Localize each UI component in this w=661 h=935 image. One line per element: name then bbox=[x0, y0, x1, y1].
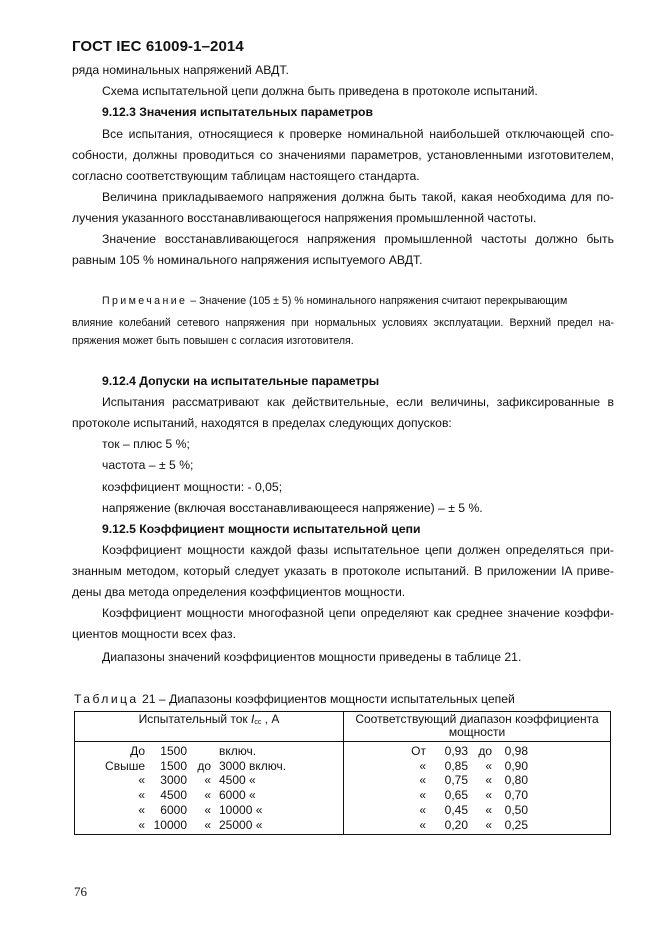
text-line: Коэффициент мощности каждой фазы испытательное цепи должен определяться при- bbox=[102, 543, 614, 557]
text-line: коэффициент мощности: - 0,05; bbox=[102, 480, 283, 494]
cell-power-factor-range bbox=[344, 759, 611, 774]
cell-part: 1500 bbox=[160, 744, 187, 758]
page-number: 76 bbox=[74, 884, 87, 899]
cell-test-current bbox=[75, 742, 344, 759]
cell-part: « bbox=[419, 788, 426, 803]
text-line: собности, должны проводиться со значениями параметров, установленными изготовителем, bbox=[72, 148, 614, 162]
power-factor-table bbox=[74, 711, 611, 835]
cell-part: « bbox=[204, 802, 211, 817]
cell-part: 0,75 bbox=[444, 773, 468, 788]
cell-part: 10000 « bbox=[219, 802, 263, 817]
cell-part: « bbox=[485, 788, 492, 803]
text-line: частота – ± 5 %; bbox=[102, 458, 194, 472]
text-line: Схема испытательной цепи должна быть приведена в протоколе испытаний. bbox=[102, 84, 538, 98]
cell-part: 0,20 bbox=[444, 817, 468, 832]
text-line: Коэффициент мощности многофазной цепи определяют как среднее значение коэффи- bbox=[102, 606, 614, 620]
cell-power-factor-range bbox=[344, 818, 611, 835]
cell-test-current bbox=[75, 773, 344, 788]
note-line: влияние колебаний сетевого напряжения при нормальных условиях эксплуатации. Верхний предел на- bbox=[72, 317, 614, 329]
cell-part: « bbox=[419, 802, 426, 817]
cell-test-current bbox=[75, 803, 344, 818]
table-caption bbox=[74, 692, 515, 706]
cell-part: « bbox=[485, 773, 492, 788]
cell-power-factor-range bbox=[344, 803, 611, 818]
cell-part: « bbox=[204, 773, 211, 788]
cell-test-current bbox=[75, 759, 344, 774]
section-heading: 9.12.4 Допуски на испытательные параметры bbox=[102, 374, 380, 388]
cell-test-current bbox=[75, 788, 344, 803]
cell-test-current bbox=[75, 818, 344, 835]
cell-part: 3000 bbox=[160, 773, 187, 788]
table-caption-label: Таблица bbox=[74, 692, 139, 706]
cell-part: « bbox=[138, 788, 145, 803]
table-row bbox=[75, 818, 611, 835]
column-header-test-current: Испытательный ток Icc , А bbox=[75, 712, 344, 742]
cell-part: « bbox=[204, 788, 211, 803]
table-row bbox=[75, 803, 611, 818]
note-line bbox=[102, 294, 567, 308]
cell-part: « bbox=[419, 773, 426, 788]
cell-part: « bbox=[138, 817, 145, 832]
table-row bbox=[75, 773, 611, 788]
cell-part: « bbox=[485, 817, 492, 832]
cell-power-factor-range bbox=[344, 788, 611, 803]
cell-part: « bbox=[204, 817, 211, 832]
section-heading: 9.12.5 Коэффициент мощности испытательной цепи bbox=[102, 522, 421, 536]
column-header-power-factor-range: Соответствующий диапазон коэффициента мощности bbox=[344, 712, 611, 742]
note-line: пряжения может быть повышен с согласия изготовителя. bbox=[72, 335, 354, 347]
cell-part: включ. bbox=[219, 744, 257, 758]
cell-part: 25000 « bbox=[219, 817, 263, 832]
text-line: напряжение (включая восстанавливающееся напряжение) – ± 5 %. bbox=[102, 501, 483, 515]
cell-part: 0,98 bbox=[504, 744, 528, 758]
text-line: лучения указанного восстанавливающегося напряжения промышленной частоты. bbox=[72, 211, 537, 225]
cell-part: 4500 « bbox=[219, 773, 256, 788]
cell-part: до bbox=[197, 758, 211, 773]
document-header: ГОСТ IEC 61009-1–2014 bbox=[72, 38, 244, 55]
cell-part: Свыше bbox=[105, 758, 145, 773]
text-line: ток – плюс 5 %; bbox=[102, 437, 190, 451]
cell-part: До bbox=[130, 744, 145, 758]
note-label: Примечание bbox=[102, 295, 188, 307]
text-line: равным 105 % номинального напряжения испытуемого АВДТ. bbox=[72, 253, 423, 267]
cell-part: 0,93 bbox=[444, 744, 468, 758]
text-line: знанным методом, который следует указать в протоколе испытаний. В приложении IA приве- bbox=[72, 564, 614, 578]
section-heading: 9.12.3 Значения испытательных параметров bbox=[102, 105, 373, 119]
cell-part: 3000 включ. bbox=[219, 758, 287, 773]
text-line: дены два метода определения коэффициентов мощности. bbox=[72, 585, 406, 599]
cell-power-factor-range bbox=[344, 742, 611, 759]
cell-part: 4500 bbox=[160, 788, 187, 803]
text-line: Диапазоны значений коэффициентов мощности приведены в таблице 21. bbox=[102, 650, 522, 664]
table-row bbox=[75, 788, 611, 803]
text-line: Значение восстанавливающегося напряжения промышленной частоты должно быть bbox=[102, 232, 614, 246]
cell-part: 0,50 bbox=[504, 802, 528, 817]
cell-part: 6000 « bbox=[219, 788, 256, 803]
cell-part: От bbox=[411, 744, 426, 758]
cell-part: 0,45 bbox=[444, 802, 468, 817]
cell-part: 0,85 bbox=[444, 758, 468, 773]
text-line: ряда номинальных напряжений АВДТ. bbox=[72, 63, 289, 77]
cell-part: 6000 bbox=[160, 802, 187, 817]
cell-part: « bbox=[419, 758, 426, 773]
cell-part: « bbox=[419, 817, 426, 832]
cell-part: « bbox=[485, 802, 492, 817]
text-line: циентов мощности всех фаз. bbox=[72, 627, 237, 641]
text-line: Все испытания, относящиеся к проверке номинальной наибольшей отключающей спо- bbox=[102, 127, 614, 141]
cell-part: 10000 bbox=[153, 817, 187, 832]
cell-part: 0,25 bbox=[504, 817, 528, 832]
text-line: Испытания рассматривают как действительные, если величины, зафиксированные в bbox=[102, 395, 614, 409]
cell-part: 0,65 bbox=[444, 788, 468, 803]
cell-part: 0,70 bbox=[504, 788, 528, 803]
cell-part: « bbox=[138, 802, 145, 817]
text-line: протоколе испытаний, находятся в пределах следующих допусков: bbox=[72, 416, 452, 430]
cell-part: 0,80 bbox=[504, 773, 528, 788]
text-line: Величина прикладываемого напряжения должна быть такой, какая необходима для по- bbox=[102, 190, 614, 204]
table-header-row bbox=[75, 712, 611, 742]
cell-part: 1500 bbox=[160, 758, 187, 773]
cell-part: 0,90 bbox=[504, 758, 528, 773]
table-caption-text: 21 – Диапазоны коэффициентов мощности испытательных цепей bbox=[138, 692, 515, 706]
note-text: – Значение (105 ± 5) % номинального напряжения считают перекрывающим bbox=[187, 295, 568, 307]
table-row bbox=[75, 742, 611, 759]
text-line: согласно соответствующим таблицам настоящего стандарта. bbox=[72, 169, 420, 183]
cell-part: до bbox=[478, 744, 492, 758]
table-row bbox=[75, 759, 611, 774]
cell-part: « bbox=[485, 758, 492, 773]
cell-power-factor-range bbox=[344, 773, 611, 788]
cell-part: « bbox=[138, 773, 145, 788]
